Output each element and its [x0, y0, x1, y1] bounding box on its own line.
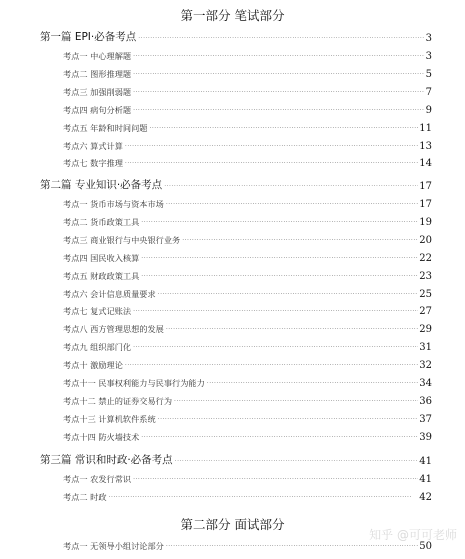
part-heading: 第一部分 笔试部分	[180, 8, 285, 23]
toc-chapter-page-number: 41	[419, 456, 432, 467]
toc-chapter[interactable]	[40, 452, 432, 467]
toc-chapter-label: 第一篇 EPI·必备考点	[40, 31, 137, 43]
toc-entry-page-number: 7	[425, 86, 432, 98]
toc-entry-page-number: 3	[425, 51, 432, 62]
toc-entry-label: 考点二 图形推理题	[63, 68, 132, 79]
toc-entry-label: 考点六 算式计算	[63, 140, 123, 151]
part-heading: 第二部分 面试部分	[180, 517, 285, 532]
toc-entry[interactable]	[63, 471, 432, 485]
toc-entry-page-number: 36	[419, 395, 432, 407]
toc-entry-label: 考点二 货币政策工具	[63, 216, 140, 227]
toc-entry-page-number: 32	[419, 360, 432, 372]
toc-entry-label: 考点一 无领导小组讨论部分	[63, 541, 164, 551]
toc-entry[interactable]	[63, 375, 432, 389]
toc-entry-label: 考点十 激励理论	[63, 360, 123, 371]
toc-entry-page-number: 23	[419, 270, 432, 282]
toc-entry[interactable]	[63, 339, 432, 353]
toc-entry-page-number: 39	[419, 431, 432, 443]
toc-entry[interactable]	[63, 196, 432, 210]
toc-entry-label: 考点七 数字推理	[63, 158, 123, 169]
dot-leader	[141, 273, 418, 280]
toc-entry[interactable]	[63, 120, 432, 134]
toc-entry-label: 考点四 国民收入核算	[63, 252, 140, 263]
toc-chapter-label: 第三篇 常识和时政·必备考点	[40, 454, 173, 466]
toc-entry-page-number: 19	[419, 216, 432, 228]
toc-entry-page-number: 5	[425, 68, 432, 80]
toc-entry-page-number: 29	[419, 324, 432, 336]
toc-entry-page-number: 27	[419, 306, 432, 318]
toc-entry[interactable]	[63, 321, 432, 335]
dot-leader	[133, 71, 425, 78]
dot-leader	[164, 183, 418, 190]
toc-entry[interactable]	[63, 214, 432, 228]
dot-leader	[166, 543, 418, 550]
toc-entry-label: 考点二 时政	[63, 491, 107, 502]
toc-entry-label: 考点十一 民事权利能力与民事行为能力	[63, 378, 205, 388]
toc-entry[interactable]	[63, 303, 432, 317]
toc-entry[interactable]	[63, 393, 432, 407]
toc-entry-label: 考点十四 防火墙技术	[63, 431, 140, 442]
toc-entry[interactable]	[63, 489, 432, 503]
toc-entry-label: 考点五 财政政策工具	[63, 270, 140, 281]
dot-leader	[141, 219, 418, 226]
dot-leader	[133, 107, 425, 114]
dot-leader	[141, 255, 418, 262]
toc-entry[interactable]	[63, 155, 432, 169]
toc-entry-page-number: 34	[419, 378, 432, 389]
toc-entry[interactable]	[63, 232, 432, 246]
toc-entry[interactable]	[63, 138, 432, 152]
dot-leader	[149, 125, 418, 132]
toc-chapter-label: 第二篇 专业知识·必备考点	[40, 179, 163, 191]
dot-leader	[133, 89, 425, 96]
toc-entry-page-number: 9	[425, 104, 432, 116]
dot-leader	[158, 416, 419, 423]
toc-entry-label: 考点十二 禁止的证券交易行为	[63, 395, 173, 406]
toc-entry-page-number: 14	[419, 158, 432, 170]
toc-entry[interactable]	[63, 250, 432, 264]
toc-entry-label: 考点一 中心理解题	[63, 51, 132, 61]
toc-entry[interactable]	[63, 268, 432, 282]
dot-leader	[138, 35, 424, 42]
dot-leader	[166, 326, 418, 333]
toc-entry-label: 考点三 加强削弱题	[63, 86, 132, 97]
dot-leader	[125, 160, 418, 167]
toc-entry-page-number: 41	[419, 474, 432, 485]
dot-leader	[166, 201, 418, 208]
dot-leader	[158, 291, 419, 298]
toc-entry[interactable]	[63, 102, 432, 116]
toc-entry[interactable]	[63, 286, 432, 300]
dot-leader	[133, 344, 418, 351]
toc-entry-label: 考点一 货币市场与资本市场	[63, 199, 164, 209]
toc-entry-page-number: 25	[419, 288, 432, 300]
dot-leader	[175, 458, 419, 465]
dot-leader	[207, 380, 418, 387]
toc-chapter-page-number: 17	[419, 181, 432, 192]
toc-entry-page-number: 31	[419, 342, 432, 354]
toc-entry-label: 考点三 商业银行与中央银行业务	[63, 234, 181, 245]
toc-entry[interactable]	[63, 357, 432, 371]
dot-leader	[133, 308, 418, 315]
watermark: 知乎 @可可老师	[369, 528, 457, 542]
dot-leader	[141, 434, 418, 441]
toc-entry-label: 考点七 复式记账法	[63, 306, 132, 317]
toc-entry-label: 考点九 组织部门化	[63, 342, 132, 353]
dot-leader	[133, 53, 425, 60]
dot-leader	[109, 494, 419, 501]
toc-entry[interactable]	[63, 429, 432, 443]
toc-chapter[interactable]	[40, 177, 432, 192]
toc-entry-page-number: 11	[419, 122, 432, 134]
toc-entry-page-number: 37	[419, 413, 432, 425]
dot-leader	[174, 398, 418, 405]
toc-entry-page-number: 17	[419, 199, 432, 210]
dot-leader	[182, 237, 418, 244]
toc-chapter[interactable]	[40, 29, 432, 44]
toc-entry[interactable]	[63, 84, 432, 98]
toc-entry-label: 考点六 会计信息质量要求	[63, 288, 156, 299]
toc-entry-page-number: 42	[419, 491, 432, 503]
toc-entry[interactable]	[63, 411, 432, 425]
toc-entry-page-number: 13	[419, 140, 432, 152]
toc-entry-page-number: 50	[419, 541, 432, 552]
toc-entry-label: 考点十三 计算机软件系统	[63, 413, 156, 424]
toc-entry-label: 考点五 年龄和时间问题	[63, 122, 148, 133]
dot-leader	[133, 476, 418, 483]
toc-entry-page-number: 22	[419, 252, 432, 264]
toc-entry[interactable]	[63, 48, 432, 62]
dot-leader	[125, 143, 418, 150]
toc-entry[interactable]	[63, 66, 432, 80]
toc-entry-label: 考点四 病句分析题	[63, 104, 132, 115]
toc-entry-label: 考点八 西方管理思想的发展	[63, 324, 164, 335]
toc-entry-page-number: 20	[419, 234, 432, 246]
toc-entry-label: 考点一 农发行常识	[63, 474, 132, 484]
toc-chapter-page-number: 3	[425, 33, 432, 44]
dot-leader	[125, 362, 418, 369]
